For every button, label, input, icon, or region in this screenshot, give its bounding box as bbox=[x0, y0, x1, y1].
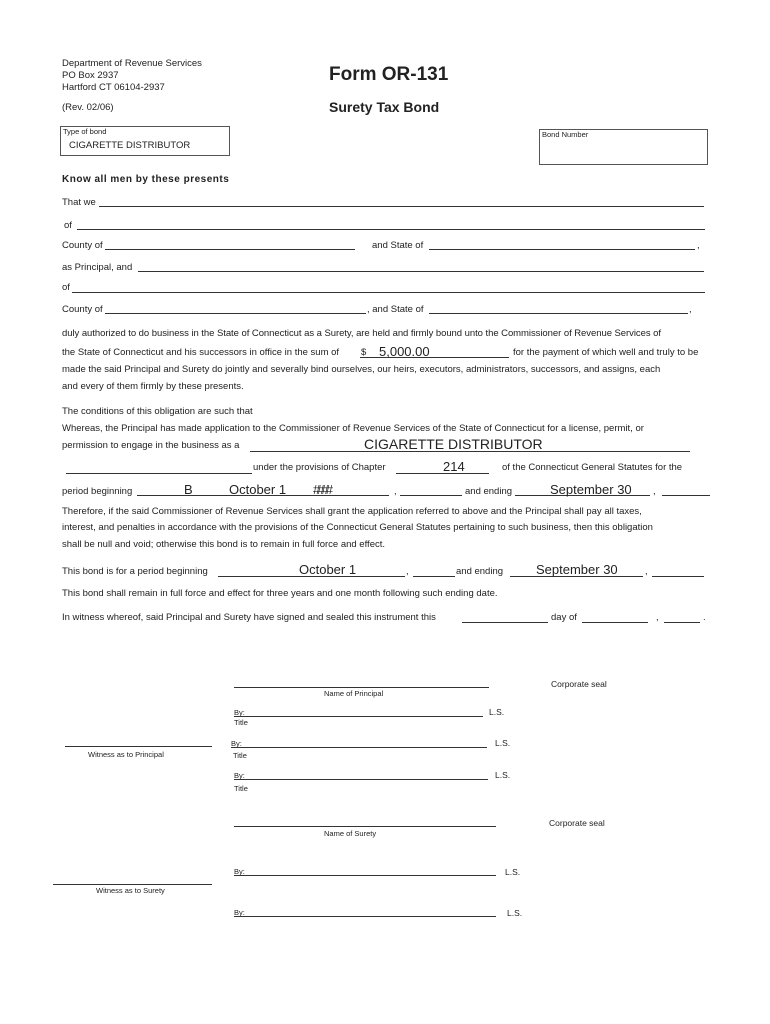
title-label-3: Title bbox=[234, 784, 248, 793]
and-ending-label: and ending bbox=[465, 486, 513, 497]
of-line-2[interactable] bbox=[72, 292, 705, 293]
county-label-1: County of bbox=[62, 240, 103, 251]
surety-paragraph-line-2a: the State of Connecticut and his successors in office in the sum of bbox=[62, 347, 340, 358]
day-line[interactable] bbox=[462, 622, 548, 623]
period-begin-year-line[interactable] bbox=[400, 495, 462, 496]
by-line-5[interactable] bbox=[234, 916, 496, 917]
day-of-label: day of bbox=[551, 612, 577, 623]
as-principal-label: as Principal, and bbox=[62, 262, 133, 273]
that-we-label: That we bbox=[62, 197, 96, 208]
principal-name-line[interactable] bbox=[234, 687, 489, 688]
name-of-surety-label: Name of Surety bbox=[324, 829, 377, 838]
name-of-principal-label: Name of Principal bbox=[324, 689, 384, 698]
ls-label-2: L.S. bbox=[495, 738, 511, 748]
by-line-3[interactable] bbox=[234, 779, 488, 780]
therefore-line-3: shall be null and void; otherwise this bond is to remain in full force and effect. bbox=[62, 539, 386, 550]
remain-text: This bond shall remain in full force and effect for three years and one month following such ending date. bbox=[62, 588, 498, 599]
department-name: Department of Revenue Services bbox=[62, 58, 202, 69]
type-of-bond-value: CIGARETTE DISTRIBUTOR bbox=[69, 140, 191, 151]
city-address: Hartford CT 06104-2937 bbox=[62, 82, 165, 93]
bond-begin-value[interactable]: October 1 bbox=[299, 562, 357, 577]
state-label-1: and State of bbox=[372, 240, 424, 251]
type-of-bond-label: Type of bond bbox=[63, 127, 107, 136]
revision: (Rev. 02/06) bbox=[62, 102, 114, 113]
state-line-1[interactable] bbox=[429, 249, 695, 250]
ls-label-3: L.S. bbox=[495, 770, 511, 780]
title-label-2: Title bbox=[233, 751, 247, 760]
bond-end-value[interactable]: September 30 bbox=[536, 562, 618, 577]
form-title: Form OR-131 bbox=[329, 64, 449, 85]
of-line-1[interactable] bbox=[77, 229, 705, 230]
whereas-line-1: Whereas, the Principal has made application to the Commissioner of Revenue Services of the State of Connecticut for a license, permit, or bbox=[62, 423, 644, 434]
period-end-year-line[interactable] bbox=[662, 495, 710, 496]
bond-begin-year-line[interactable] bbox=[413, 576, 455, 577]
by-label-4: By: bbox=[234, 867, 245, 876]
title-label-1: Title bbox=[234, 718, 248, 727]
form-subtitle: Surety Tax Bond bbox=[329, 99, 440, 115]
that-we-line[interactable] bbox=[99, 206, 704, 207]
by-line-2[interactable] bbox=[231, 747, 487, 748]
surety-name-sig-line[interactable] bbox=[234, 826, 496, 827]
surety-paragraph-line-4: and every of them firmly by these presents. bbox=[62, 381, 244, 392]
po-box: PO Box 2937 bbox=[62, 70, 119, 81]
bond-end-year-line[interactable] bbox=[652, 576, 704, 577]
therefore-line-1: Therefore, if the said Commissioner of Revenue Services shall grant the application referred to above and the Principal shall pay all taxes, bbox=[62, 506, 642, 517]
of-label-2: of bbox=[62, 282, 70, 293]
corporate-seal-principal: Corporate seal bbox=[551, 679, 607, 689]
comma-7: , bbox=[656, 612, 659, 623]
county-line-2[interactable] bbox=[105, 313, 366, 314]
business-line bbox=[250, 451, 690, 452]
county-label-2: County of bbox=[62, 304, 103, 315]
county-line-1[interactable] bbox=[105, 249, 355, 250]
of-label-1: of bbox=[64, 220, 72, 231]
and-ending-label-2: and ending bbox=[456, 566, 504, 577]
period-begin-value[interactable]: October 1 bbox=[229, 482, 287, 497]
year-line[interactable] bbox=[664, 622, 700, 623]
by-line-4[interactable] bbox=[234, 875, 496, 876]
surety-paragraph-line-3: made the said Principal and Surety do jointly and severally bind ourselves, our heirs, executors, administrators, successors, and assigns, each bbox=[62, 364, 661, 375]
corporate-seal-surety: Corporate seal bbox=[549, 818, 605, 828]
comma-3: , bbox=[394, 486, 397, 497]
period-end-value[interactable]: September 30 bbox=[550, 482, 632, 497]
witness-principal-label: Witness as to Principal bbox=[88, 750, 164, 759]
conditions-heading: The conditions of this obligation are such that bbox=[62, 406, 253, 417]
by-line-1[interactable] bbox=[234, 716, 483, 717]
sum-dollar-sign: $ bbox=[361, 347, 367, 358]
month-line[interactable] bbox=[582, 622, 648, 623]
business-line-2[interactable] bbox=[66, 473, 252, 474]
by-label-2: By: bbox=[231, 739, 242, 748]
period-overwrite: #### bbox=[313, 482, 330, 497]
chapter-line bbox=[396, 473, 489, 474]
surety-paragraph-line-1: duly authorized to do business in the State of Connecticut as a Surety, are held and firmly bound unto the Commissioner of Revenue Services of bbox=[62, 328, 661, 339]
sum-value[interactable]: 5,000.00 bbox=[379, 344, 430, 359]
business-value[interactable]: CIGARETTE DISTRIBUTOR bbox=[364, 436, 543, 452]
bond-number-label: Bond Number bbox=[542, 130, 589, 139]
ls-label-1: L.S. bbox=[489, 707, 505, 717]
comma-1: , bbox=[697, 240, 700, 251]
comma-5: , bbox=[406, 566, 409, 577]
bond-number-box[interactable] bbox=[539, 129, 708, 165]
witness-surety-line[interactable] bbox=[53, 884, 212, 885]
sum-line bbox=[360, 357, 509, 358]
type-of-bond-box[interactable] bbox=[60, 126, 230, 156]
state-label-2: , and State of bbox=[367, 304, 424, 315]
state-line-2[interactable] bbox=[429, 313, 688, 314]
chapter-value[interactable]: 214 bbox=[443, 459, 465, 474]
know-all-men: Know all men by these presents bbox=[62, 174, 230, 185]
by-label-3: By: bbox=[234, 771, 245, 780]
period-prefix: B bbox=[184, 482, 193, 497]
by-label-5: By: bbox=[234, 908, 245, 917]
bond-period-label: This bond is for a period beginning bbox=[62, 566, 208, 577]
witness-principal-line[interactable] bbox=[65, 746, 212, 747]
comma-2: , bbox=[689, 304, 692, 315]
comma-4: , bbox=[653, 486, 656, 497]
by-label-1: By: bbox=[234, 708, 245, 717]
witness-period: . bbox=[703, 612, 706, 623]
under-chapter-label: under the provisions of Chapter bbox=[253, 462, 386, 473]
whereas-line-2: permission to engage in the business as a bbox=[62, 440, 240, 451]
surety-name-line[interactable] bbox=[138, 271, 704, 272]
period-beginning-label: period beginning bbox=[62, 486, 133, 497]
comma-6: , bbox=[645, 566, 648, 577]
witness-surety-label: Witness as to Surety bbox=[96, 886, 165, 895]
witness-text: In witness whereof, said Principal and Surety have signed and sealed this instrument this bbox=[62, 612, 436, 623]
of-statutes-label: of the Connecticut General Statutes for the bbox=[502, 462, 683, 473]
surety-paragraph-line-2b: for the payment of which well and truly to be bbox=[513, 347, 699, 358]
therefore-line-2: interest, and penalties in accordance with the provisions of the Connecticut General Statutes pertaining to such business, then this obligation bbox=[62, 522, 653, 533]
ls-label-5: L.S. bbox=[507, 908, 523, 918]
ls-label-4: L.S. bbox=[505, 867, 521, 877]
